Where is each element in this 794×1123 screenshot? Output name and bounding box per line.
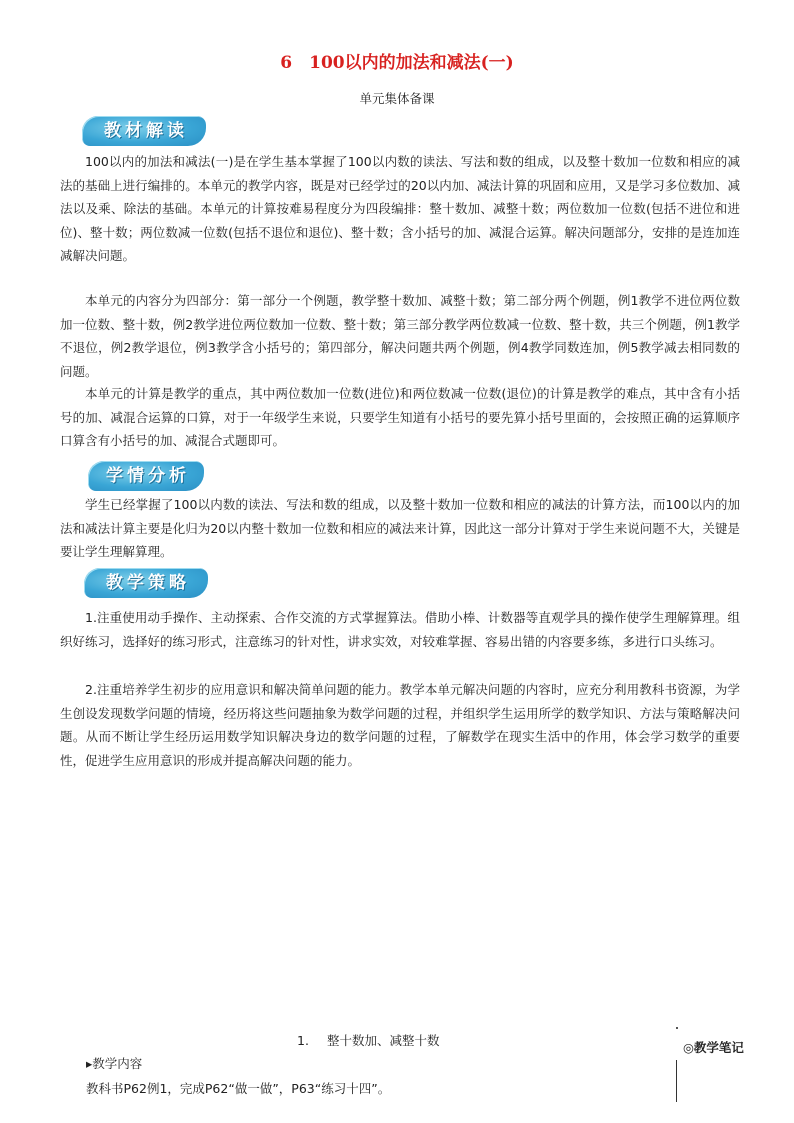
- lesson-title-text: 整十数加、减整十数: [326, 1033, 440, 1048]
- notes-divider-dot: [676, 1027, 678, 1029]
- page-subtitle: 单元集体备课: [359, 91, 435, 106]
- section-heading-learners: 学情分析: [88, 461, 204, 491]
- section-heading-textbook: 教材解读: [82, 116, 206, 146]
- lesson-number: 1.: [297, 1033, 309, 1048]
- paragraph: 100以内的加法和减法(一)是在学生基本掌握了100以内数的读法、写法和数的组成，以及整十数加一位数和相应的减法的基础上进行编排的。本单元的教学内容，既是对已经学过的20以内加、减法计算的巩固和应用，又是学习多位数加、减法以及乘、除法的基础。本单元的计算按难易程度分为四段编排：整十数加、减整十数；两位数加一位数(包括不进位和进位)、整十数；两位数减一位数(包括不退位和退位)、整十数；含小括号的加、减混合运算。解决问题部分，安排的是连加连减解决问题。: [60, 154, 740, 263]
- lesson-title: [297, 1031, 439, 1049]
- paragraph: 1.注重使用动手操作、主动探索、合作交流的方式掌握算法。借助小棒、计数器等直观学具的操作使学生理解算理。组织好练习，选择好的练习形式，注意练习的针对性，讲求实效，对较难掌握、容易出错的内容要多练，多进行口头练习。: [60, 610, 740, 649]
- teaching-notes-label: ◎教学笔记: [683, 1040, 744, 1055]
- paragraph: 2.注重培养学生初步的应用意识和解决简单问题的能力。教学本单元解决问题的内容时，应充分利用教科书资源，为学生创设发现数学问题的情境，经历将这些问题抽象为数学问题的过程，并组织学生运用所学的数学知识、方法与策略解决问题。从而不断让学生经历运用数学知识解决身边的数学问题的过程，了解数学在现实生活中的作用，体会学习数学的重要性，促进学生应用意识的形成并提高解决问题的能力。: [60, 682, 740, 768]
- teaching-content-label: ▸教学内容: [86, 1056, 143, 1071]
- notes-divider: [676, 1060, 677, 1102]
- page-title: 6 100以内的加法和减法(一): [280, 53, 514, 73]
- paragraph: 本单元的计算是教学的重点，其中两位数加一位数(进位)和两位数减一位数(退位)的计算是教学的难点，其中含有小括号的加、减混合运算的口算，对于一年级学生来说，只要学生知道有小括号的要先算小括号里面的，会按照正确的运算顺序口算含有小括号的加、减混合式题即可。: [60, 386, 740, 448]
- section-heading-strategy: 教学策略: [84, 568, 208, 598]
- paragraph: 学生已经掌握了100以内数的读法、写法和数的组成，以及整十数加一位数和相应的减法的计算方法，而100以内的加法和减法计算主要是化归为20以内整十数加一位数和相应的减法来计算，因此这一部分计算对于学生来说问题不大，关键是要让学生理解算理。: [60, 497, 740, 559]
- teaching-content-text: 教科书P62例1，完成P62“做一做”，P63“练习十四”。: [86, 1081, 391, 1096]
- paragraph: 本单元的内容分为四部分：第一部分一个例题，教学整十数加、减整十数；第二部分两个例题，例1教学不进位两位数加一位数、整十数，例2教学进位两位数加一位数、整十数；第三部分教学两位数减一位数、整十数，共三个例题，例1教学不退位，例2教学退位，例3教学含小括号的；第四部分，解决问题共两个例题，例4教学同数连加，例5教学减去相同数的问题。: [60, 293, 740, 379]
